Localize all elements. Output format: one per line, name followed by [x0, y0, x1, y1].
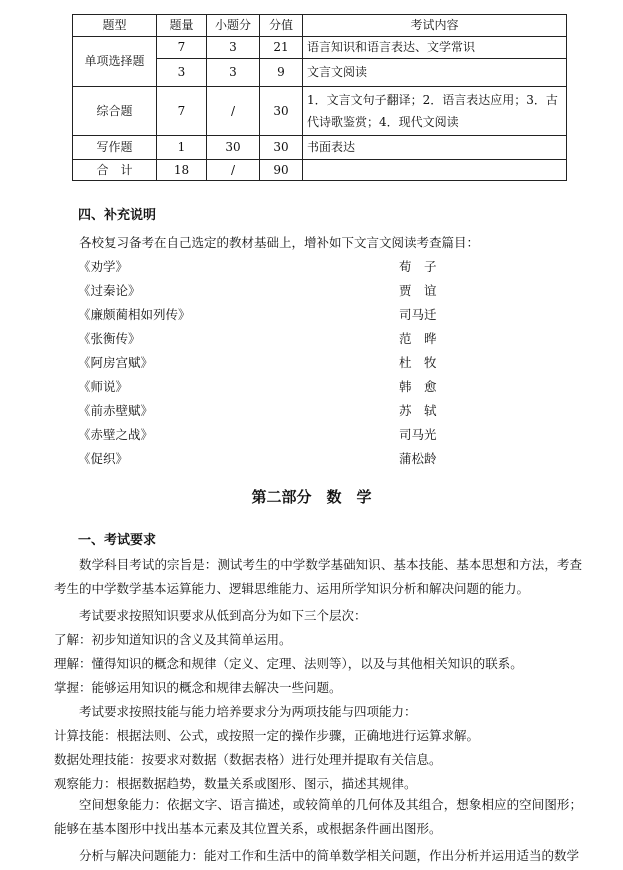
table-cell-type: 合 计: [73, 160, 157, 181]
paragraph-skills-intro: 考试要求按照技能与能力培养要求分为两项技能与四项能力：: [79, 704, 417, 719]
supplement-intro: 各校复习备考在自己选定的教材基础上，增补如下文言文阅读考查篇目：: [79, 235, 480, 250]
header-cell: 题量: [157, 15, 207, 37]
table-row: [73, 136, 567, 160]
table-cell-per: 3: [207, 59, 260, 87]
book-title: 《张衡传》: [78, 331, 141, 346]
skill-data: 数据处理技能：按要求对数据（数据表格）进行处理并提取有关信息。: [54, 752, 442, 767]
list-item: [78, 252, 478, 276]
table-cell-count: 1: [157, 136, 207, 160]
table-cell-per: /: [207, 87, 260, 136]
table-row: [73, 37, 567, 59]
table-cell-score: 21: [260, 37, 303, 59]
book-title: 《前赤壁赋》: [78, 403, 154, 418]
level-comprehend: 理解：懂得知识的概念和规律（定义、定理、法则等），以及与其他相关知识的联系。: [54, 656, 523, 671]
exam-structure-table: [72, 14, 567, 181]
table-cell-type: 写作题: [73, 136, 157, 160]
section-heading-supplement: 四、补充说明: [78, 208, 157, 223]
list-item: [78, 396, 478, 420]
table-cell-content: 1．文言文句子翻译；2．语言表达应用；3．古代诗歌鉴赏；4．现代文阅读: [303, 87, 567, 136]
table-cell-content: 书面表达: [303, 136, 567, 160]
table-cell-score: 30: [260, 87, 303, 136]
paragraph-levels-intro: 考试要求按照知识要求从低到高分为如下三个层次：: [79, 608, 367, 623]
book-title: 《过秦论》: [78, 283, 141, 298]
table-cell-per: 30: [207, 136, 260, 160]
list-item: [78, 348, 478, 372]
table-cell-per: /: [207, 160, 260, 181]
table-cell-per: 3: [207, 37, 260, 59]
table-cell-content: 文言文阅读: [303, 59, 567, 87]
table-cell-content: 语言知识和语言表达、文学常识: [303, 37, 567, 59]
book-list: [78, 252, 478, 468]
book-author: 韩 愈: [399, 379, 437, 394]
table-header-row: [73, 15, 567, 37]
skill-calculation: 计算技能：根据法则、公式，或按照一定的操作步骤，正确地进行运算求解。: [54, 728, 480, 743]
book-author: 司马光: [399, 427, 437, 442]
book-title: 《赤壁之战》: [78, 427, 154, 442]
book-title: 《师说》: [78, 379, 129, 394]
book-title: 《阿房宫赋》: [78, 355, 154, 370]
list-item: [78, 420, 478, 444]
table-cell-score: 90: [260, 160, 303, 181]
book-title: 《廉颇蔺相如列传》: [78, 307, 191, 322]
ability-observation: 观察能力：根据数据趋势，数量关系或图形、图示，描述其规律。: [54, 776, 417, 791]
book-author: 蒲松龄: [399, 451, 437, 466]
table-cell-type: 综合题: [73, 87, 157, 136]
table-cell-count: 18: [157, 160, 207, 181]
list-item: [78, 324, 478, 348]
table-cell-count: 3: [157, 59, 207, 87]
book-author: 范 晔: [399, 331, 437, 346]
ability-spatial: 空间想象能力：依据文字、语言描述，或较简单的几何体及其组合，想象相应的空间图形；能够在基本图形中找出基本元素及其位置关系，或根据条件画出图形。: [54, 797, 582, 836]
header-cell: 考试内容: [303, 15, 567, 37]
level-master: 掌握：能够运用知识的概念和规律去解决一些问题。: [54, 680, 342, 695]
book-author: 杜 牧: [399, 355, 437, 370]
list-item: [78, 276, 478, 300]
book-author: 苏 轼: [399, 403, 437, 418]
header-cell: 题型: [73, 15, 157, 37]
header-cell: 小题分: [207, 15, 260, 37]
book-author: 荀 子: [399, 259, 437, 274]
table-row: [73, 87, 567, 136]
table-cell-count: 7: [157, 87, 207, 136]
part-title: 第二部分 数 学: [251, 488, 372, 506]
header-cell: 分值: [260, 15, 303, 37]
table-cell-score: 30: [260, 136, 303, 160]
book-author: 司马迁: [399, 307, 437, 322]
level-understand: 了解：初步知道知识的含义及其简单运用。: [54, 632, 292, 647]
table-cell-content: [303, 160, 567, 181]
list-item: [78, 300, 478, 324]
paragraph-purpose: 数学科目考试的宗旨是：测试考生的中学数学基础知识、基本技能、基本思想和方法，考查考生的中学数学基本运算能力、逻辑思维能力、运用所学知识分析和解决问题的能力。: [54, 557, 582, 596]
book-title: 《劝学》: [78, 259, 129, 274]
table-total-row: [73, 160, 567, 181]
table-cell-score: 9: [260, 59, 303, 87]
section-heading-requirements: 一、考试要求: [78, 533, 157, 548]
list-item: [78, 372, 478, 396]
book-author: 贾 谊: [399, 283, 437, 298]
list-item: [78, 444, 478, 468]
table-cell-count: 7: [157, 37, 207, 59]
ability-problem-solving: 分析与解决问题能力：能对工作和生活中的简单数学相关问题，作出分析并运用适当的数学: [79, 848, 580, 863]
book-title: 《促织》: [78, 451, 129, 466]
table-cell-type: 单项选择题: [73, 37, 157, 87]
